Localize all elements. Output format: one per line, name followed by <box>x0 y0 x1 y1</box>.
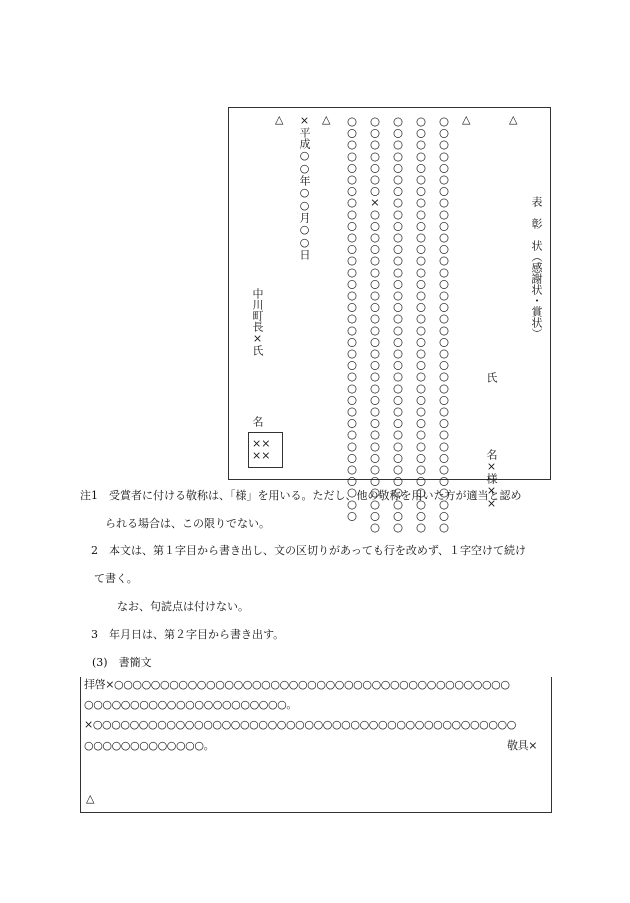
issuer-name: 中川町長×氏 <box>251 288 264 356</box>
triangle-marker: △ <box>509 113 518 126</box>
body-text-column-3: ○○○○○○○○○○○○○○○○○○○○○○○○○○○○○○○○○○○○ <box>391 114 405 532</box>
certificate-title: 表 彰 状（感謝状・賞状） <box>530 196 543 339</box>
triangle-marker: △ <box>86 792 95 805</box>
seal-marks: ×× ×× <box>252 437 271 462</box>
body-text-column-2: ○○○○○○○○○○○○○○○○○○○○○○○○○○○○○○○○○○○○ <box>414 114 428 532</box>
recipient-name-line: 氏 名×様×× <box>485 372 498 510</box>
triangle-marker: △ <box>322 113 331 126</box>
note-2-line-2: て書く。 <box>94 572 138 585</box>
letter-line-3: ×○○○○○○○○○○○○○○○○○○○○○○○○○○○○○○○○○○○○○○○○○○○○○○ <box>84 718 516 731</box>
note-1-line-2: られる場合は、この限りでない。 <box>105 517 270 530</box>
note-2-line-3: なお、句読点は付けない。 <box>117 600 249 613</box>
section-heading: (3) 書簡文 <box>92 656 152 669</box>
letter-line-4: ○○○○○○○○○○○○○。 <box>84 739 215 752</box>
note-1-line-1: 注1 受賞者に付ける敬称は、「様」を用いる。ただし、他の敬称を用いた方が適当と認め <box>80 489 522 502</box>
certificate-date: ×平成○○年○○月○○日 <box>298 114 311 260</box>
triangle-marker: △ <box>275 113 284 126</box>
letter-line-2: ○○○○○○○○○○○○○○○○○○○○○○。 <box>84 698 297 711</box>
body-text-column-4: ○○○○○○○×○○○○○○○○○○○○○○○○○○○○○○○○○○○○ <box>368 114 382 532</box>
triangle-marker: △ <box>462 113 471 126</box>
body-text-column-1: ○○○○○○○○○○○○○○○○○○○○○○○○○○○○○○○○○○○○ <box>437 114 451 532</box>
letter-closing: 敬具× <box>507 739 538 752</box>
body-text-column-5: ○○○○○○○○○○○○○○○○○○○○○○○○○○○○○○○○○○○ <box>345 114 359 521</box>
letter-line-1: 拝啓×○○○○○○○○○○○○○○○○○○○○○○○○○○○○○○○○○○○○○○○○○○○ <box>84 678 510 691</box>
issuer-name-suffix: 名 <box>251 416 264 427</box>
note-2-line-1: 2 本文は、第１字目から書き出し、文の区切りがあっても行を改めず、１字空けて続け <box>91 544 527 557</box>
note-3: 3 年月日は、第２字目から書き出す。 <box>91 628 285 641</box>
